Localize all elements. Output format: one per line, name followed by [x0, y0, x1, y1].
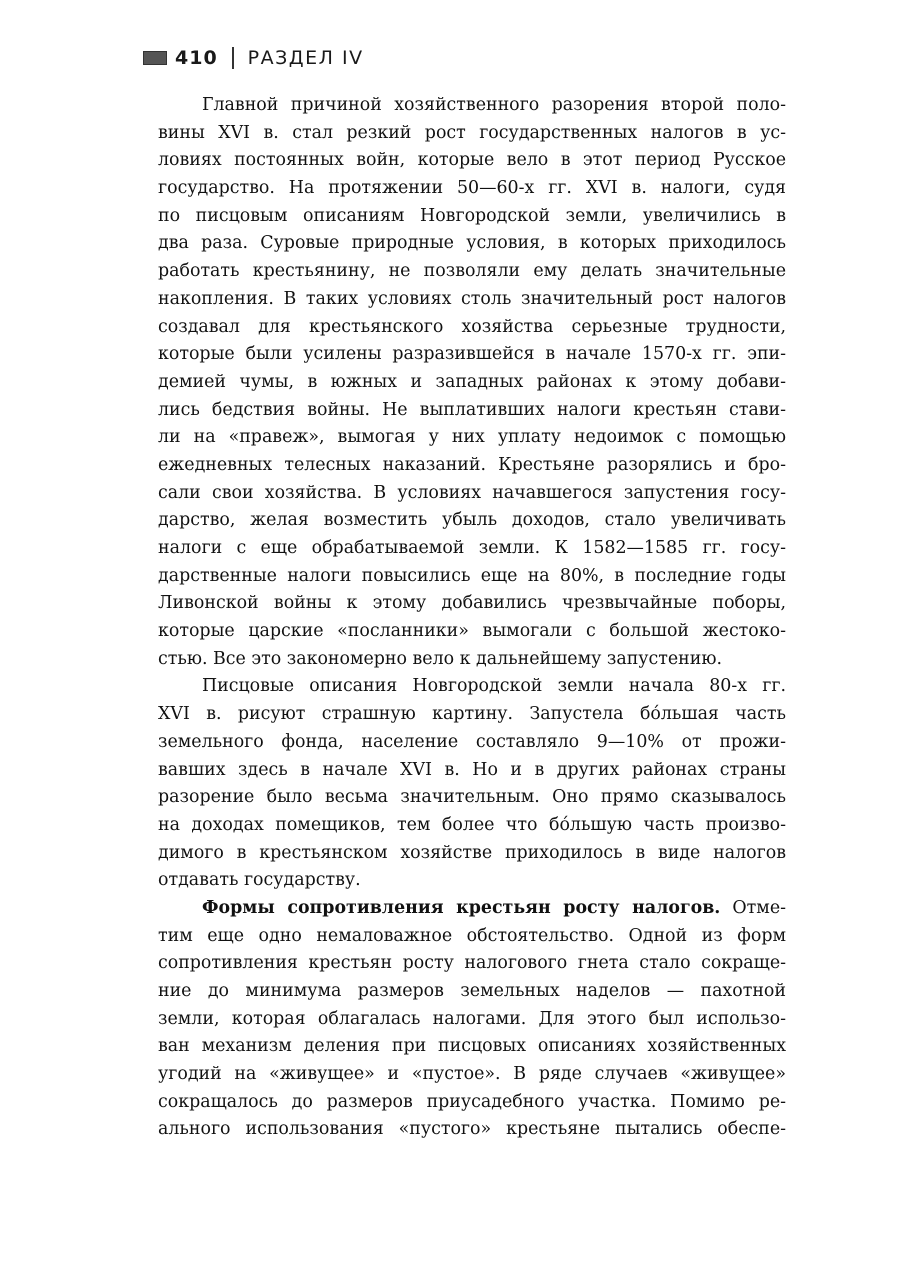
text-line: сали свои хозяйства. В условиях начавшегося запустения госу-	[158, 482, 786, 503]
text-line: сокращалось до размеров приусадебного участка. Помимо ре-	[158, 1091, 786, 1112]
text-line: по писцовым описаниям Новгородской земли, увеличились в	[158, 205, 786, 226]
text-line: стью. Все это закономерно вело к дальнейшему запустению.	[158, 648, 723, 669]
text-line: земельного фонда, население составляло 9—10% от прожи-	[158, 731, 786, 752]
text-line: разорение было весьма значительным. Оно прямо сказывалось	[158, 787, 786, 808]
text-line: угодий на «живущее» и «пустое». В ряде случаев «живущее»	[158, 1064, 786, 1085]
running-header	[143, 46, 364, 70]
text-line: ван механизм деления при писцовых описаниях хозяйственных	[158, 1036, 786, 1057]
page-number: 410	[175, 47, 218, 69]
text-line: Главной причиной хозяйственного разорения второй поло-	[202, 95, 786, 115]
text-line: ли на «правеж», вымогая у них уплату недоимок с помощью	[158, 427, 786, 448]
text-line: земли, которая облагалась налогами. Для этого был использо-	[158, 1008, 786, 1029]
text-line: вины XVI в. стал резкий рост государственных налогов в ус-	[158, 122, 786, 143]
subheading-continuation: Отме-	[720, 897, 786, 918]
text-line: создавал для крестьянского хозяйства серьезные трудности,	[158, 316, 786, 337]
section-title: РАЗДЕЛ IV	[247, 47, 364, 69]
text-line: которые были усилены разразившейся в начале 1570-х гг. эпи-	[158, 344, 786, 365]
text-line: лись бедствия войны. Не выплативших налоги крестьян стави-	[158, 399, 786, 420]
header-divider	[232, 47, 234, 69]
text-line: демией чумы, в южных и западных районах к этому добави-	[158, 371, 786, 392]
text-line: XVI в. рисуют страшную картину. Запустела бóльшая часть	[158, 704, 786, 725]
text-line: димого в крестьянском хозяйстве приходилось в виде налогов	[158, 842, 786, 863]
text-line: вавших здесь в начале XVI в. Но и в других районах страны	[158, 759, 786, 780]
text-line: сопротивления крестьян росту налогового гнета стало сокраще-	[158, 953, 786, 974]
header-ornament-icon	[143, 51, 167, 65]
text-line: ежедневных телесных наказаний. Крестьяне разорялись и бро-	[158, 454, 786, 475]
text-line: Ливонской войны к этому добавились чрезвычайные поборы,	[158, 593, 786, 614]
text-line: ние до минимума размеров земельных наделов — пахотной	[158, 981, 786, 1001]
text-line: которые царские «посланники» вымогали с большой жестоко-	[158, 621, 786, 642]
text-line: дарственные налоги повысились еще на 80%, в последние годы	[158, 565, 786, 586]
text-line: государство. На протяжении 50—60-х гг. XVI в. налоги, судя	[158, 178, 786, 199]
text-line: налоги с еще обрабатываемой земли. К 1582—1585 гг. госу-	[158, 538, 786, 558]
text-line: Писцовые описания Новгородской земли начала 80-х гг.	[202, 676, 786, 697]
text-line: ального использования «пустого» крестьяне пытались обеспе-	[158, 1119, 786, 1140]
body-text	[158, 92, 786, 1144]
text-line: на доходах помещиков, тем более что бóльшую часть произво-	[158, 814, 786, 835]
subheading: Формы сопротивления крестьян росту налогов.	[202, 897, 721, 918]
text-line: дарство, желая возместить убыль доходов, стало увеличивать	[158, 510, 786, 531]
subheading-line	[158, 895, 786, 923]
text-line: ловиях постоянных войн, которые вело в этот период Русское	[158, 150, 786, 171]
text-line: накопления. В таких условиях столь значительный рост налогов	[158, 288, 786, 309]
text-line: отдавать государству.	[158, 870, 361, 891]
text-line: работать крестьянину, не позволяли ему делать значительные	[158, 261, 786, 282]
text-line: тим еще одно немаловажное обстоятельство. Одной из форм	[158, 925, 786, 946]
text-line: два раза. Суровые природные условия, в которых приходилось	[158, 233, 786, 254]
